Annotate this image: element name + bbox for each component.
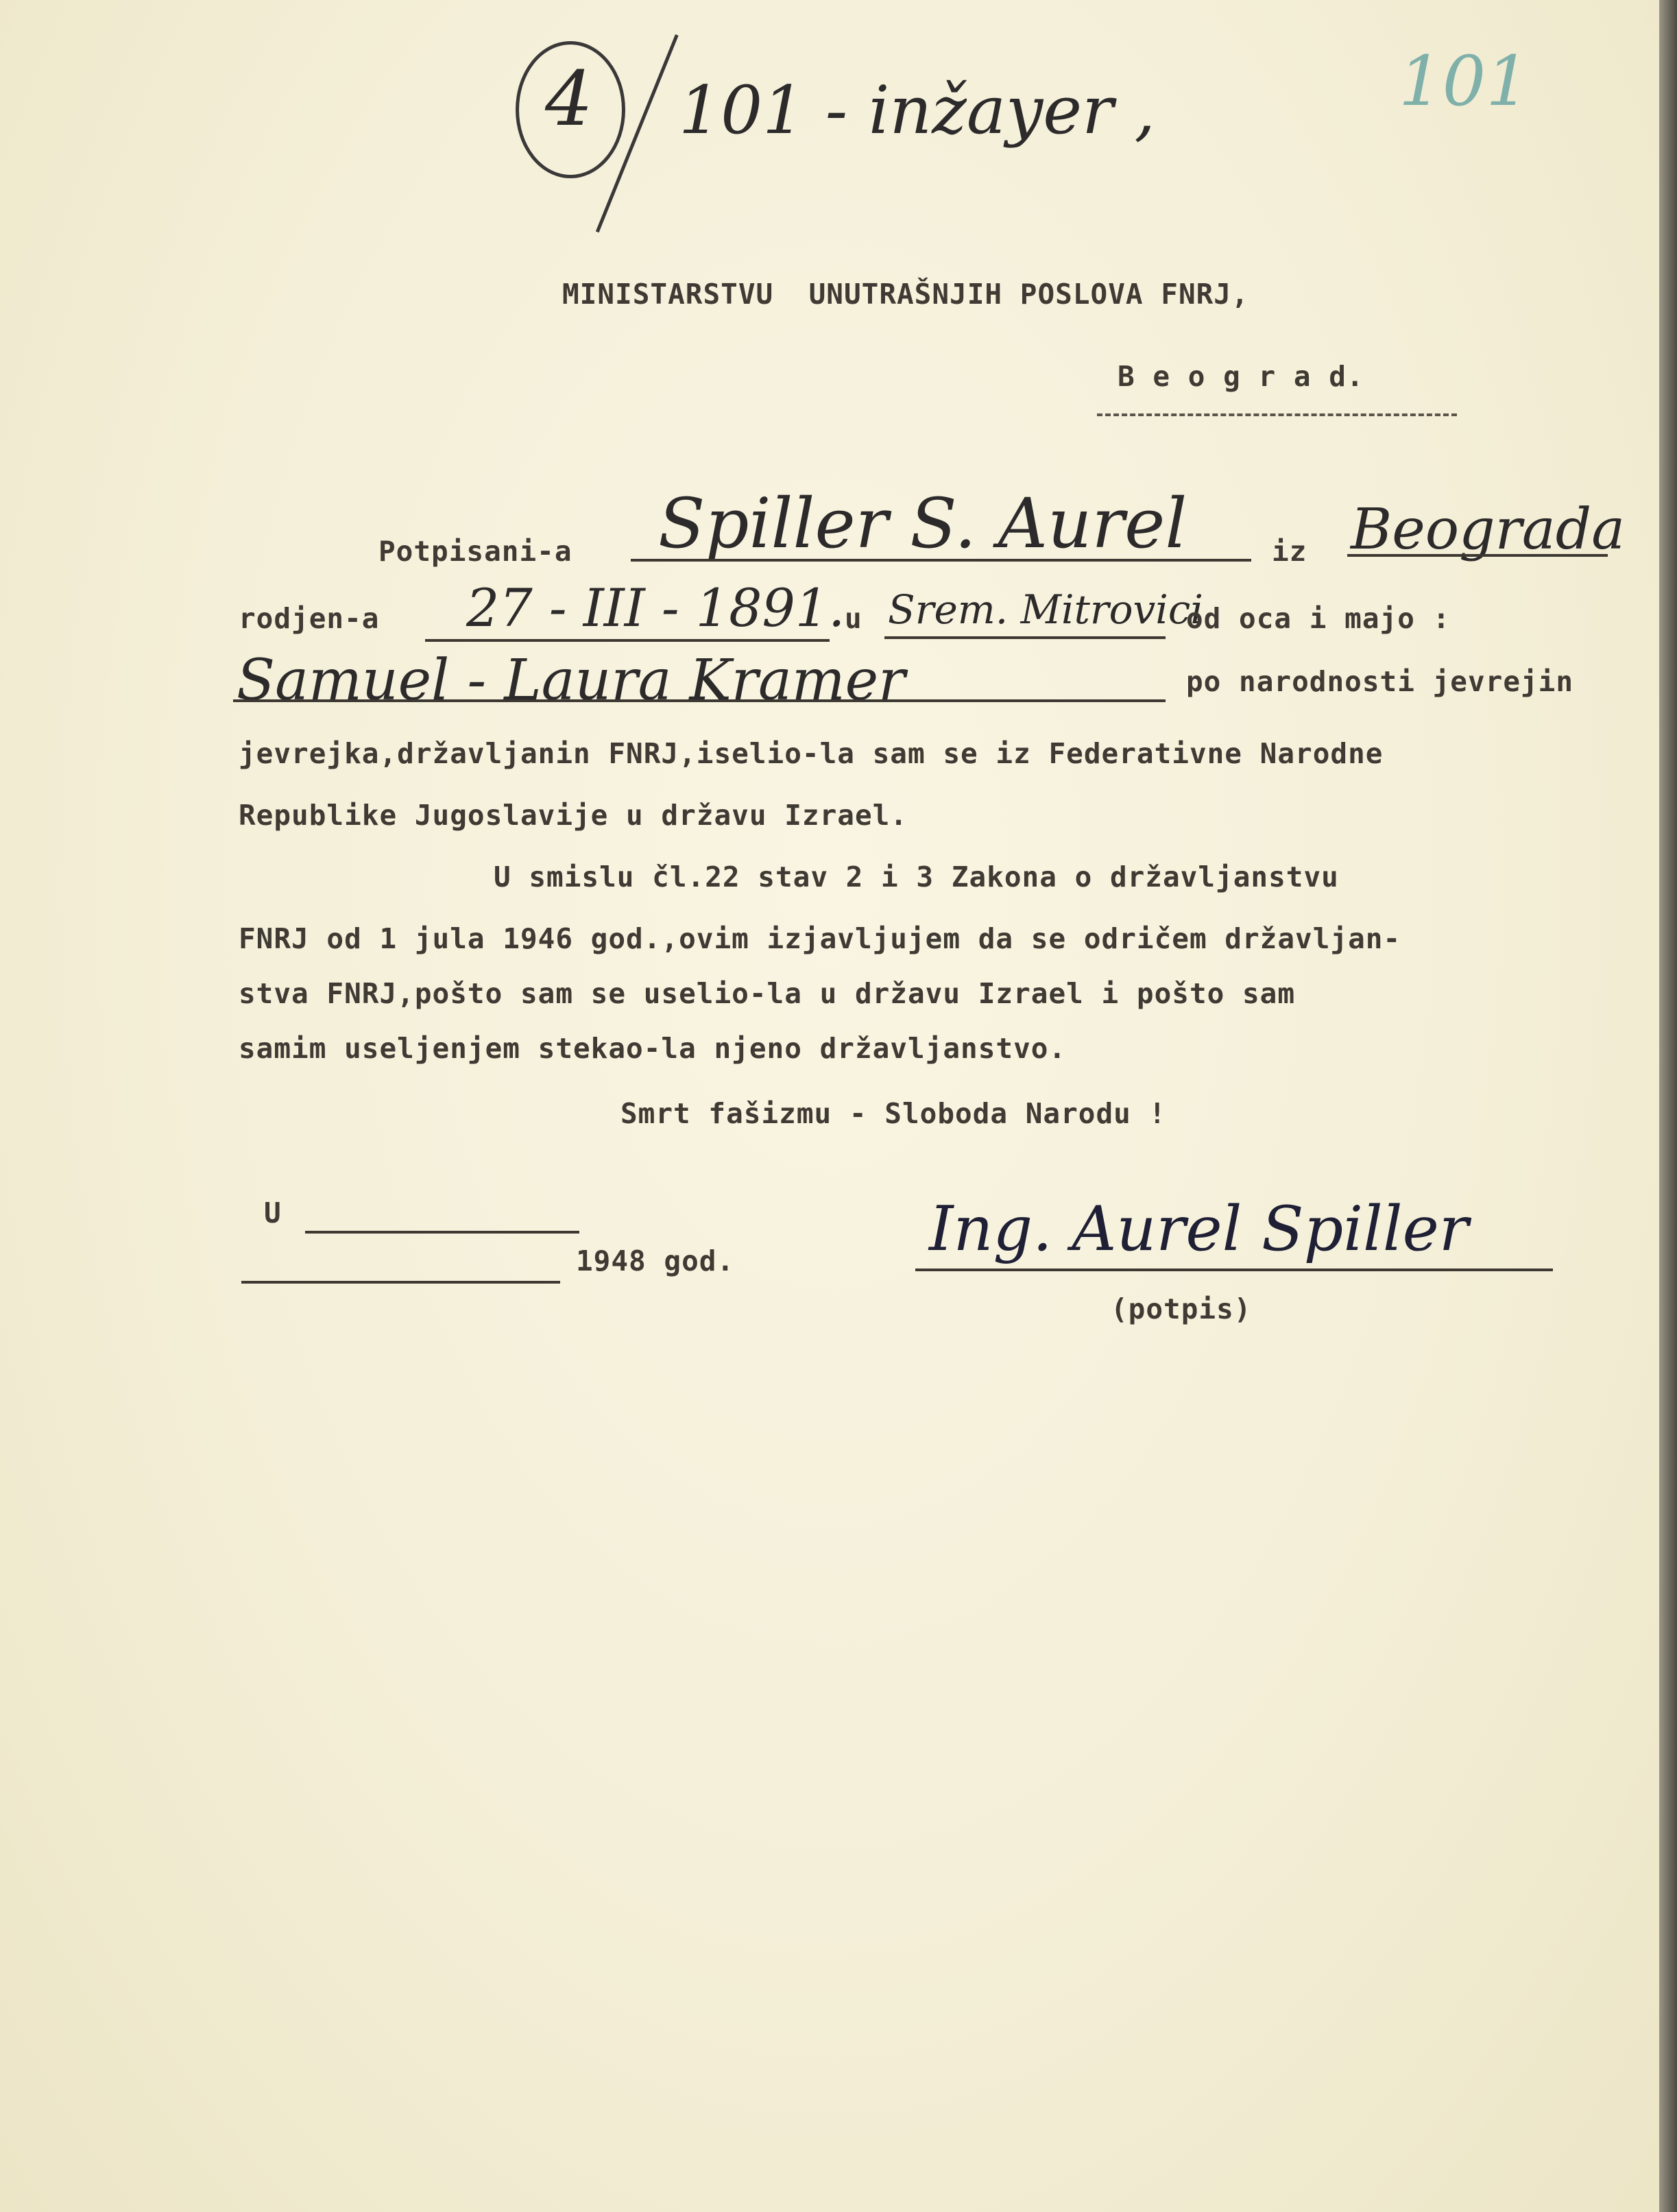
addressee-line: MINISTARSTVU UNUTRAŠNJIH POSLOVA FNRJ,	[562, 278, 1249, 311]
birth-place: Srem. Mitrovici	[888, 586, 1203, 633]
city-heading: B e o g r a d.	[1118, 360, 1364, 393]
signature: Ing. Aurel Spiller	[929, 1193, 1469, 1265]
place-label: U	[264, 1197, 282, 1229]
parents-line	[233, 699, 1166, 702]
born-label: rodjen-a	[239, 602, 380, 635]
declaration-line-5: Republike Jugoslavije u državu Izrael.	[239, 799, 908, 832]
body-line-4: samim useljenjem stekao-la njeno državljanstvo.	[239, 1032, 1067, 1065]
folio-circled-number: 4	[545, 55, 593, 143]
signer-label: Potpisani-a	[378, 535, 572, 568]
birth-place-line	[884, 636, 1166, 639]
body-line-2: FNRJ od 1 jula 1946 god.,ovim izjavljujem da se odričem državljan-	[239, 922, 1401, 955]
in-label: u	[845, 602, 862, 635]
scan-edge-shadow	[1659, 0, 1677, 2212]
birth-date: 27 - III - 1891.	[466, 577, 845, 638]
declaration-line-4: jevrejka,državljanin FNRJ,iselio-la sam se iz Federativne Narodne	[239, 737, 1384, 770]
signer-name: Spiller S. Aurel	[658, 483, 1187, 564]
birth-date-line	[425, 639, 830, 642]
blue-pencil-number: 101	[1399, 41, 1530, 121]
body-line-1: U smislu čl.22 stav 2 i 3 Zakona o državljanstvu	[494, 861, 1339, 893]
signer-city-line	[1347, 554, 1608, 557]
signature-line	[915, 1269, 1553, 1271]
nationality-label: po narodnosti jevrejin	[1186, 665, 1574, 698]
body-line-3: stva FNRJ,pošto sam se uselio-la u državu Izrael i pošto sam	[239, 977, 1296, 1010]
from-label: iz	[1272, 535, 1307, 568]
parents-label: od oca i majo :	[1186, 602, 1451, 635]
signer-name-line	[631, 559, 1251, 562]
slogan: Smrt fašizmu - Sloboda Narodu !	[620, 1097, 1167, 1130]
signature-caption: (potpis)	[1111, 1293, 1252, 1325]
signer-city: Beograda	[1351, 497, 1626, 562]
date-line	[241, 1281, 560, 1284]
city-underline	[1097, 413, 1457, 416]
parents-names: Samuel - Laura Kramer	[237, 648, 906, 713]
place-line	[305, 1231, 579, 1234]
folio-text: 101 - inžayer ,	[679, 72, 1156, 149]
year-label: 1948 god.	[576, 1245, 735, 1277]
